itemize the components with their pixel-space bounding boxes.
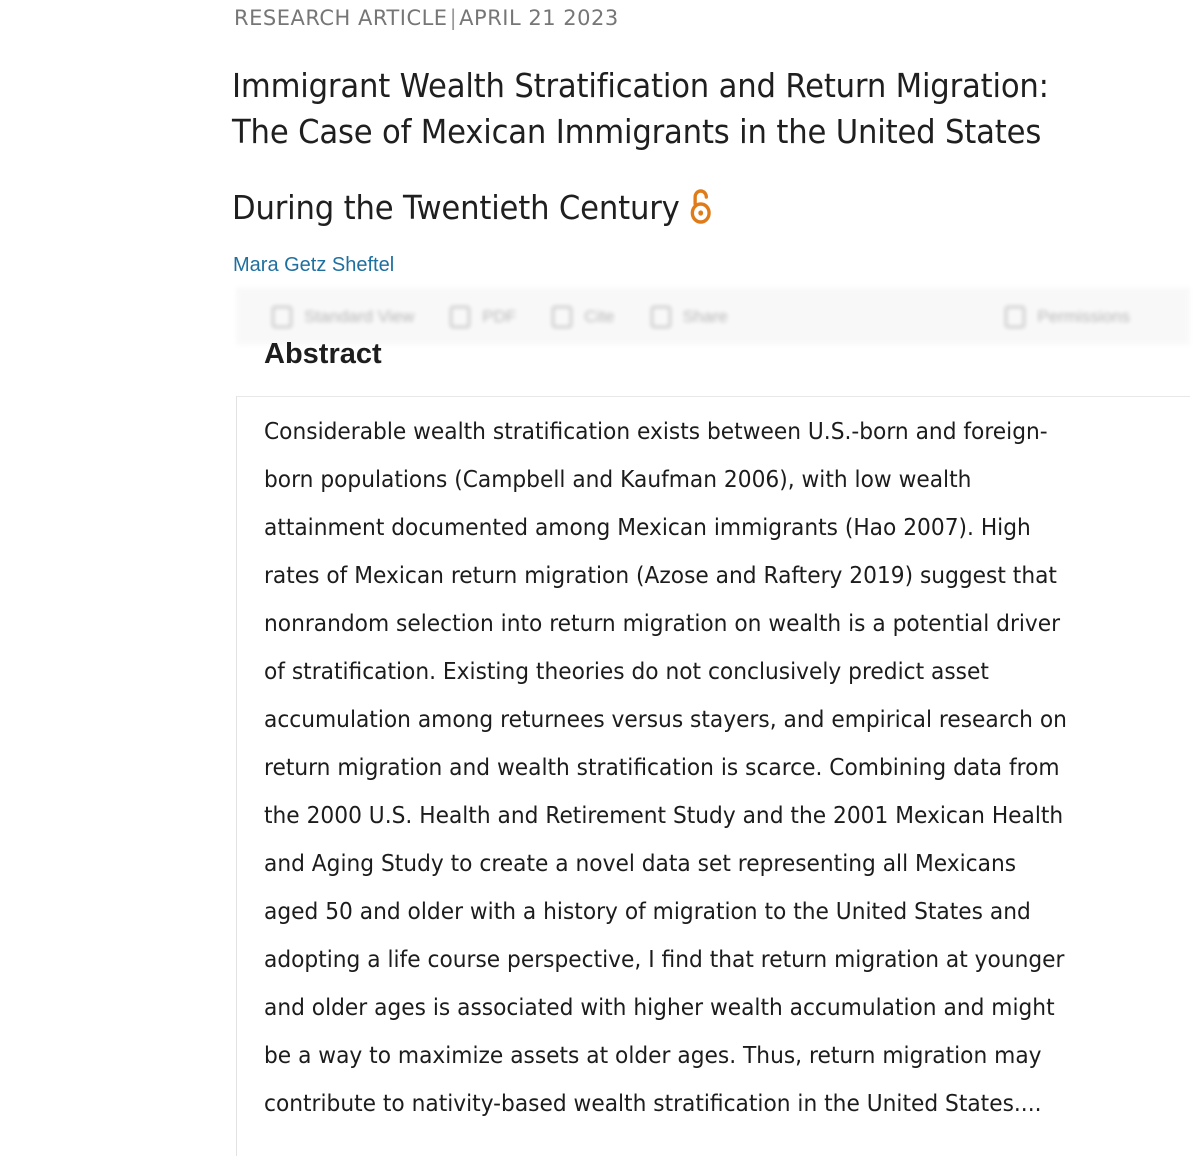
article-meta bbox=[234, 6, 619, 30]
pdf-icon bbox=[450, 306, 470, 328]
abstract-line: attainment documented among Mexican immigrants (Hao 2007). High bbox=[264, 515, 1031, 541]
meta-separator: | bbox=[449, 6, 458, 30]
abstract-line: contribute to nativity-based wealth stratification in the United States.... bbox=[264, 1091, 1042, 1117]
cite-label: Cite bbox=[584, 307, 615, 326]
article-type-label: RESEARCH ARTICLE bbox=[234, 6, 448, 30]
abstract-line: and Aging Study to create a novel data set representing all Mexicans bbox=[264, 851, 1017, 877]
abstract-line: and older ages is associated with higher wealth accumulation and might bbox=[264, 995, 1055, 1021]
abstract-line: rates of Mexican return migration (Azose and Raftery 2019) suggest that bbox=[264, 563, 1057, 589]
permissions-icon bbox=[1005, 306, 1025, 328]
share-label: Share bbox=[682, 307, 728, 326]
abstract-line: aged 50 and older with a history of migration to the United States and bbox=[264, 899, 1031, 925]
abstract-line: adopting a life course perspective, I find that return migration at younger bbox=[264, 947, 1065, 973]
abstract-heading: Abstract bbox=[264, 338, 382, 370]
abstract-text bbox=[264, 414, 1114, 1134]
article-date: APRIL 21 2023 bbox=[459, 6, 619, 30]
article-title-line-3 bbox=[232, 188, 713, 227]
abstract-line: return migration and wealth stratification is scarce. Combining data from bbox=[264, 755, 1060, 781]
standard-view-label: Standard View bbox=[304, 307, 415, 326]
pdf-button[interactable] bbox=[450, 306, 516, 328]
pdf-label: PDF bbox=[482, 307, 517, 326]
permissions-label: Permissions bbox=[1037, 307, 1130, 326]
author-link[interactable]: Mara Getz Sheftel bbox=[233, 254, 395, 276]
permissions-button[interactable] bbox=[1005, 306, 1130, 328]
article-title-text: During the Twentieth Century bbox=[232, 188, 680, 227]
article-toolbar bbox=[236, 288, 1190, 345]
standard-view-button[interactable] bbox=[272, 306, 414, 328]
abstract-line: Considerable wealth stratification exists between U.S.-born and foreign- bbox=[264, 419, 1048, 445]
abstract-line: nonrandom selection into return migration on wealth is a potential driver bbox=[264, 611, 1061, 637]
quote-icon bbox=[552, 306, 572, 328]
abstract-line: born populations (Campbell and Kaufman 2006), with low wealth bbox=[264, 467, 972, 493]
article-title-line-2: The Case of Mexican Immigrants in the United States bbox=[232, 112, 1042, 151]
abstract-line: of stratification. Existing theories do not conclusively predict asset bbox=[264, 659, 989, 685]
article-title-line-1: Immigrant Wealth Stratification and Return Migration: bbox=[232, 66, 1049, 105]
abstract-line: the 2000 U.S. Health and Retirement Study and the 2001 Mexican Health bbox=[264, 803, 1064, 829]
cite-button[interactable] bbox=[552, 306, 614, 328]
abstract-line: be a way to maximize assets at older ages. Thus, return migration may bbox=[264, 1043, 1042, 1069]
share-icon bbox=[651, 306, 671, 328]
share-button[interactable] bbox=[651, 306, 728, 328]
abstract-line: accumulation among returnees versus stayers, and empirical research on bbox=[264, 707, 1067, 733]
open-access-icon bbox=[689, 187, 713, 225]
document-icon bbox=[272, 306, 292, 328]
